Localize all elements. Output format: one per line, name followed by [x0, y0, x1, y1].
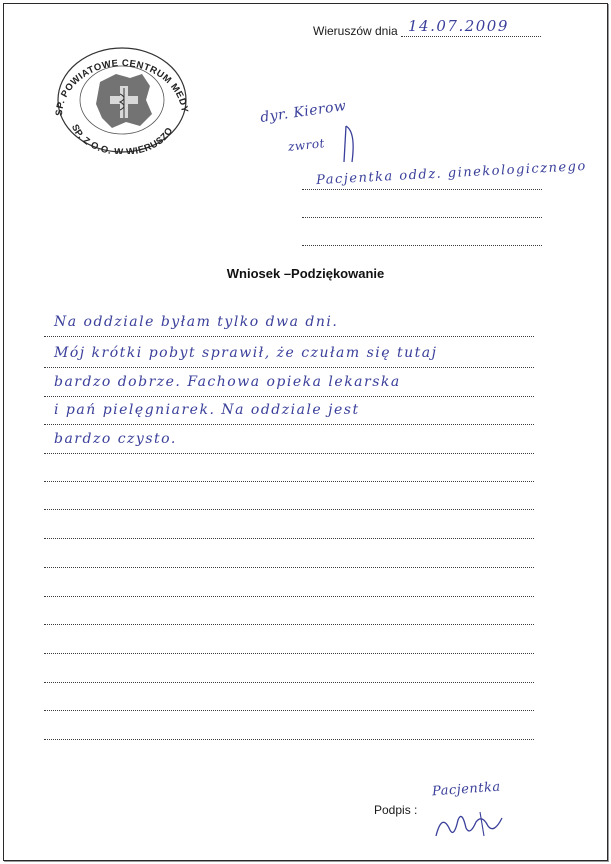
handwritten-annotation-line1: dyr. Kierow [259, 98, 348, 126]
date-value: 14.07.2009 [408, 17, 509, 35]
empty-line [44, 739, 534, 740]
signature-scribble-icon [432, 806, 512, 840]
body-line-4 [44, 398, 534, 428]
recipient-dotline-1 [302, 189, 542, 190]
body-text-4: i pań pielęgniarek. Na oddziale jest [54, 402, 360, 418]
body-dotline [44, 424, 534, 425]
svg-text:SP. POWIATOWE CENTRUM MEDYCZNE: SP. POWIATOWE CENTRUM MEDY [53, 57, 190, 117]
recipient-dotline-3 [302, 245, 542, 246]
body-line-1 [44, 310, 534, 340]
body-dotline [44, 336, 534, 337]
company-stamp [46, 34, 194, 154]
empty-line [44, 509, 534, 510]
body-line-3 [44, 370, 534, 400]
body-text-2: Mój krótki pobyt sprawił, że czułam się tutaj [54, 345, 438, 361]
annotation-mark-icon [340, 122, 360, 166]
empty-line [44, 481, 534, 482]
empty-line [44, 710, 534, 711]
empty-line [44, 596, 534, 597]
handwritten-annotation-line2: zwrot [287, 136, 326, 154]
body-dotline [44, 367, 534, 368]
document-title: Wniosek –Podziękowanie [226, 266, 385, 281]
body-text-3: bardzo dobrze. Fachowa opieka lekarska [54, 374, 401, 390]
empty-line [44, 567, 534, 568]
empty-line [44, 538, 534, 539]
body-text-1: Na oddziale byłam tylko dwa dni. [54, 314, 339, 330]
empty-line [44, 624, 534, 625]
date-label: Wieruszów dnia [313, 24, 398, 38]
body-text-5: bardzo czysto. [54, 431, 177, 447]
stamp-emblem-icon [96, 74, 152, 128]
recipient-dotline-2 [302, 217, 542, 218]
date-line [401, 36, 541, 37]
empty-line [44, 682, 534, 683]
svg-text:SP. Z O.O. W WIERUSZOWIE: SP. Z O.O. W WIERUSZO [69, 122, 176, 154]
body-dotline [44, 453, 534, 454]
document-page [3, 3, 608, 861]
body-dotline [44, 396, 534, 397]
empty-line [44, 653, 534, 654]
recipient-line: Pacjentka oddz. ginekologicznego [315, 158, 588, 189]
signature-label: Podpis : [374, 803, 418, 817]
signature-name: Pacjentka [431, 779, 502, 800]
body-line-5 [44, 427, 534, 457]
body-line-2 [44, 341, 534, 371]
